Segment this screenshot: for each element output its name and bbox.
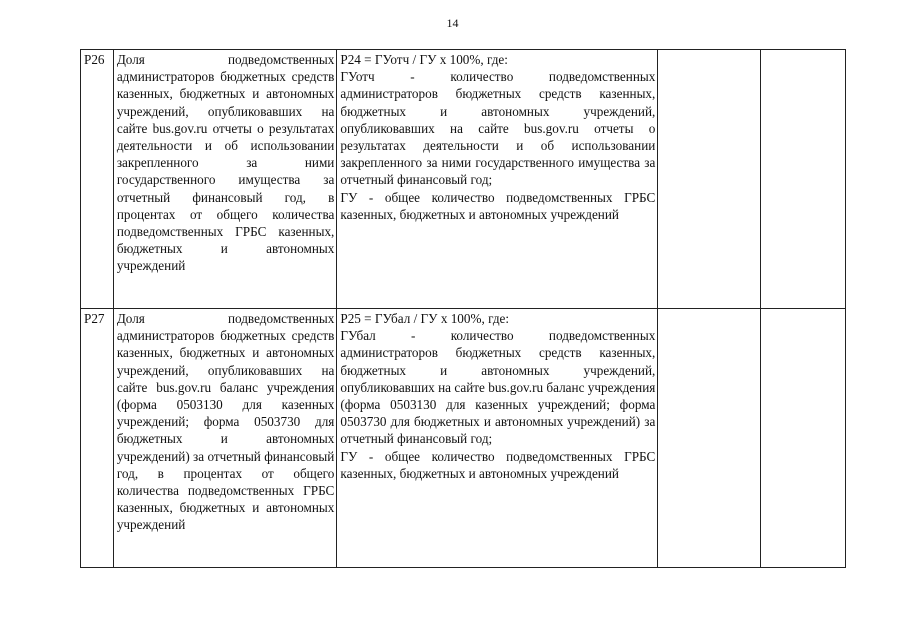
table-row (81, 50, 846, 309)
indicator-name: Доля подведомственных администраторов бюджетных средств казенных, бюджетных и автономных учреждений, опубликовавших на сайте bus.gov.ru отчеты о результатах деятельности и об использовании закрепленного за ними государственного имущества за отчетный финансовый год, в процентах от общего количества подведомственных ГРБС казенных, бюджетных и автономных учреждений (113, 50, 337, 309)
table-row (81, 309, 846, 568)
formula-definition: ГУотч - количество подведомственных администраторов бюджетных средств казенных, бюджетных и автономных учреждений, опубликовавших на сайте bus.gov.ru отчеты о результатах деятельности и об использовании закрепленного за ними государственного имущества за отчетный финансовый год; (340, 69, 656, 188)
indicator-name: Доля подведомственных администраторов бюджетных средств казенных, бюджетных и автономных учреждений, опубликовавших на сайте bus.gov.ru баланс учреждения (форма 0503130 для казенных учреждений; форма 0503730 для бюджетных и автономных учреждений) за отчетный финансовый год, в процентах от общего количества подведомственных ГРБС казенных, бюджетных и автономных учреждений (113, 309, 337, 568)
formula-definition: ГУбал - количество подведомственных администраторов бюджетных средств казенных, бюджетных и автономных учреждений, опубликовавших на сайте bus.gov.ru баланс учреждения (форма 0503130 для казенных учреждений; форма 0503730 для бюджетных и автономных учреждений) за отчетный финансовый год; (340, 328, 656, 447)
indicator-formula-cell (337, 309, 658, 568)
formula-definition: ГУ - общее количество подведомственных ГРБС казенных, бюджетных и автономных учреждений (340, 189, 656, 222)
empty-cell (760, 309, 845, 568)
empty-cell (658, 50, 761, 309)
empty-cell (658, 309, 761, 568)
indicator-formula-cell (337, 50, 658, 309)
empty-cell (760, 50, 845, 309)
indicator-table (80, 49, 846, 568)
formula-definition: ГУ - общее количество подведомственных ГРБС казенных, бюджетных и автономных учреждений (340, 448, 656, 481)
page-number: 14 (446, 16, 459, 30)
formula: Р25 = ГУбал / ГУ х 100%, где: (340, 311, 510, 326)
indicator-code: Р26 (81, 50, 114, 309)
formula: Р24 = ГУотч / ГУ х 100%, где: (340, 52, 508, 67)
indicator-code: Р27 (81, 309, 114, 568)
